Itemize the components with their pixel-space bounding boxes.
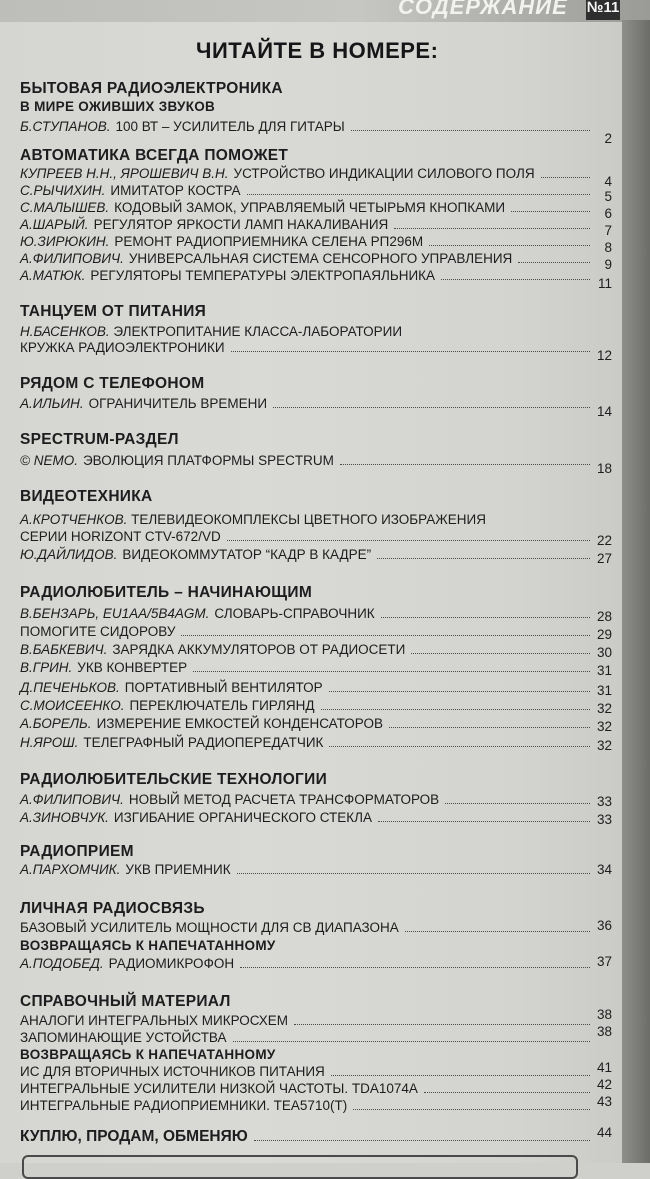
dot-leader: [329, 691, 590, 692]
entry-page: 32: [596, 701, 612, 716]
dot-leader: [441, 279, 590, 280]
toc-entry[interactable]: [20, 735, 612, 753]
toc-entry[interactable]: [20, 1007, 612, 1031]
toc-entry[interactable]: [20, 792, 612, 810]
toc-entry[interactable]: [20, 1094, 612, 1116]
toc-entry[interactable]: [20, 920, 612, 938]
entry-title: СЛОВАРЬ-СПРАВОЧНИК: [214, 606, 375, 621]
toc-entry[interactable]: [20, 1060, 612, 1082]
entry-page: 30: [596, 645, 612, 660]
dot-leader: [405, 931, 590, 932]
section-heading: РАДИОЛЮБИТЕЛЬ – НАЧИНАЮЩИМ: [20, 584, 313, 601]
page-edge: [622, 20, 650, 1163]
toc-entry[interactable]: [20, 396, 612, 419]
toc-entry[interactable]: [20, 251, 612, 272]
entry-author: А.ПАРХОМЧИК.: [20, 862, 121, 877]
entry-title-cont: КРУЖКА РАДИОЭЛЕКТРОНИКИ: [20, 340, 225, 355]
dot-leader: [254, 1140, 590, 1141]
toc-entry[interactable]: [20, 529, 612, 547]
dot-leader: [445, 803, 590, 804]
dot-leader: [518, 262, 590, 263]
section-heading: КУПЛЮ, ПРОДАМ, ОБМЕНЯЮ: [20, 1128, 248, 1145]
section-heading: РАДИОЛЮБИТЕЛЬСКИЕ ТЕХНОЛОГИИ: [20, 771, 328, 788]
section-heading: АВТОМАТИКА ВСЕГДА ПОМОЖЕТ: [20, 147, 289, 164]
entry-title: ИМИТАТОР КОСТРА: [110, 183, 241, 198]
toc-entry[interactable]: [20, 810, 612, 828]
toc-entry[interactable]: [20, 340, 612, 363]
entry-author: С.РЫЧИХИН.: [20, 183, 106, 198]
entry-title: ТЕЛЕГРАФНЫЙ РАДИОПЕРЕДАТЧИК: [83, 735, 324, 750]
entry-page: 42: [596, 1077, 612, 1092]
entry-author: © NEMO.: [20, 453, 78, 468]
entry-page: 22: [596, 533, 612, 548]
entry-page: 38: [596, 1007, 612, 1022]
toc-entry[interactable]: [20, 547, 612, 565]
entry-page: 28: [596, 609, 612, 624]
entry-title-cont: СЕРИИ HORIZONT CTV-672/VD: [20, 529, 221, 544]
subsection-heading: В МИРЕ ОЖИВШИХ ЗВУКОВ: [20, 99, 216, 114]
entry-page: 38: [596, 1024, 612, 1039]
toc-entry[interactable]: [20, 119, 612, 146]
toc-entry[interactable]: [20, 624, 612, 642]
entry-page: 6: [604, 206, 612, 221]
entry-author: Ю.ЗИРЮКИН.: [20, 234, 110, 249]
subsection-heading: ВОЗВРАЩАЯСЬ К НАПЕЧАТАННОМУ: [20, 938, 276, 953]
entry-title: АНАЛОГИ ИНТЕГРАЛЬНЫХ МИКРОСХЕМ: [20, 1013, 289, 1028]
entry-title: ИС ДЛЯ ВТОРИЧНЫХ ИСТОЧНИКОВ ПИТАНИЯ: [20, 1064, 325, 1079]
subsection-heading: ВОЗВРАЩАЯСЬ К НАПЕЧАТАННОМУ: [20, 1047, 276, 1062]
toc-entry[interactable]: [20, 716, 612, 734]
entry-author: Б.СТУПАНОВ.: [20, 119, 111, 134]
section-heading: РЯДОМ С ТЕЛЕФОНОМ: [20, 375, 205, 392]
entry-page: 8: [604, 240, 612, 255]
entry-page: 12: [596, 348, 612, 363]
entry-page: 44: [596, 1125, 612, 1140]
entry-page: 37: [596, 954, 612, 969]
dot-leader: [424, 1092, 590, 1093]
entry-title: ПОРТАТИВНЫЙ ВЕНТИЛЯТОР: [124, 680, 323, 695]
section-heading: БЫТОВАЯ РАДИОЭЛЕКТРОНИКА: [20, 80, 283, 97]
dot-leader: [227, 540, 590, 541]
dot-leader: [247, 194, 590, 195]
toc-entry[interactable]: [20, 862, 612, 880]
toc-entry[interactable]: [20, 642, 612, 660]
entry-author: В.БАБКЕВИЧ.: [20, 642, 108, 657]
entry-author: А.ФИЛИПОВИЧ.: [20, 792, 124, 807]
entry-title: УСТРОЙСТВО ИНДИКАЦИИ СИЛОВОГО ПОЛЯ: [233, 166, 535, 181]
entry-page: 31: [596, 683, 612, 698]
dot-leader: [351, 130, 590, 131]
entry-author: А.ЗИНОВЧУК.: [20, 810, 109, 825]
entry-author: А.БОРЕЛЬ.: [20, 716, 92, 731]
entry-title: ТЕЛЕВИДЕОКОМПЛЕКСЫ ЦВЕТНОГО ИЗОБРАЖЕНИЯ: [131, 512, 486, 527]
entry-title: КОДОВЫЙ ЗАМОК, УПРАВЛЯЕМЫЙ ЧЕТЫРЬМЯ КНОПКАМИ: [114, 200, 506, 215]
dot-leader: [329, 746, 590, 747]
section-heading: SPECTRUM-РАЗДЕЛ: [20, 431, 179, 448]
dot-leader: [231, 351, 590, 352]
toc-entry-line1[interactable]: [20, 324, 402, 339]
bottom-frame: [22, 1155, 578, 1179]
entry-title: 100 ВТ – УСИЛИТЕЛЬ ДЛЯ ГИТАРЫ: [115, 119, 345, 134]
toc-entry[interactable]: [20, 660, 612, 678]
dot-leader: [411, 653, 590, 654]
toc-entry[interactable]: [20, 217, 612, 238]
toc-entry[interactable]: [20, 268, 612, 291]
entry-page: 18: [596, 461, 612, 476]
entry-author: В.БЕНЗАРЬ, EU1AA/5B4AGM.: [20, 606, 210, 621]
entry-title: ЭЛЕКТРОПИТАНИЕ КЛАССА-ЛАБОРАТОРИИ: [113, 324, 403, 339]
entry-page: 29: [596, 627, 612, 642]
entry-author: Д.ПЕЧЕНЬКОВ.: [20, 680, 120, 695]
entry-author: С.МОИСЕЕНКО.: [20, 698, 125, 713]
entry-page: 33: [596, 794, 612, 809]
dot-leader: [294, 1024, 590, 1025]
entry-author: В.ГРИН.: [20, 660, 73, 675]
entry-page: 5: [604, 189, 612, 204]
entry-author: А.ШАРЫЙ.: [20, 217, 89, 232]
entry-page: 41: [596, 1060, 612, 1075]
toc-entry[interactable]: [20, 1024, 612, 1048]
entry-page: 14: [596, 404, 612, 419]
dot-leader: [381, 617, 590, 618]
section-heading: ВИДЕОТЕХНИКА: [20, 488, 153, 505]
entry-page: 33: [596, 812, 612, 827]
entry-title: ЭВОЛЮЦИЯ ПЛАТФОРМЫ SPECTRUM: [82, 453, 334, 468]
entry-author: Ю.ДАЙЛИДОВ.: [20, 547, 118, 562]
toc-entry[interactable]: [20, 1077, 612, 1099]
dot-leader: [353, 1109, 590, 1110]
entry-author: Н.БАСЕНКОВ.: [20, 324, 110, 339]
dot-leader: [240, 967, 590, 968]
entry-author: А.ИЛЬИН.: [20, 396, 84, 411]
entry-page: 7: [604, 223, 612, 238]
entry-author: А.МАТЮК.: [20, 268, 86, 283]
entry-page: 2: [604, 131, 612, 146]
entry-page: 43: [596, 1094, 612, 1109]
entry-author: А.ПОДОБЕД.: [20, 956, 104, 971]
entry-title: ПЕРЕКЛЮЧАТЕЛЬ ГИРЛЯНД: [129, 698, 315, 713]
entry-page: 27: [596, 551, 612, 566]
entry-page: 9: [604, 257, 612, 272]
toc-entry[interactable]: [20, 200, 612, 221]
section-title: СОДЕРЖАНИЕ: [398, 0, 568, 19]
entry-page: 4: [604, 174, 612, 189]
entry-title: УНИВЕРСАЛЬНАЯ СИСТЕМА СЕНСОРНОГО УПРАВЛЕНИЯ: [128, 251, 513, 266]
entry-page: 32: [596, 719, 612, 734]
toc-entry[interactable]: [20, 166, 612, 189]
dot-leader: [331, 1075, 590, 1076]
dot-leader: [394, 228, 590, 229]
section-heading: РАДИОПРИЕМ: [20, 843, 134, 860]
entry-author: Н.ЯРОШ.: [20, 735, 79, 750]
section-heading: ЛИЧНАЯ РАДИОСВЯЗЬ: [20, 900, 205, 917]
entry-title: ИНТЕГРАЛЬНЫЕ РАДИОПРИЕМНИКИ. TEA5710(T): [20, 1098, 348, 1113]
entry-title: РЕМОНТ РАДИОПРИЕМНИКА СЕЛЕНА РП296М: [114, 234, 424, 249]
entry-title: УКВ ПРИЕМНИК: [125, 862, 231, 877]
entry-page: 34: [596, 862, 612, 877]
toc-entry[interactable]: [20, 1125, 612, 1146]
entry-author: А.ФИЛИПОВИЧ.: [20, 251, 124, 266]
entry-page: 31: [596, 663, 612, 678]
entry-author: А.КРОТЧЕНКОВ.: [20, 512, 128, 527]
entry-page: 36: [596, 918, 612, 933]
entry-page: 32: [596, 738, 612, 753]
entry-title: УКВ КОНВЕРТЕР: [77, 660, 188, 675]
entry-title: НОВЫЙ МЕТОД РАСЧЕТА ТРАНСФОРМАТОРОВ: [128, 792, 440, 807]
dot-leader: [389, 727, 590, 728]
section-heading: ТАНЦУЕМ ОТ ПИТАНИЯ: [20, 303, 207, 320]
entry-title: ВИДЕОКОММУТАТОР “КАДР В КАДРЕ”: [122, 547, 372, 562]
entry-page: 11: [597, 276, 612, 291]
toc-entry[interactable]: [20, 698, 612, 716]
entry-author: С.МАЛЫШЕВ.: [20, 200, 110, 215]
toc-entry[interactable]: [20, 606, 612, 624]
dot-leader: [340, 464, 590, 465]
dot-leader: [233, 1041, 591, 1042]
dot-leader: [193, 671, 590, 672]
entry-title: РАДИОМИКРОФОН: [108, 956, 235, 971]
entry-title: ПОМОГИТЕ СИДОРОВУ: [20, 624, 176, 639]
dot-leader: [429, 245, 590, 246]
section-heading: СПРАВОЧНЫЙ МАТЕРИАЛ: [20, 993, 231, 1010]
toc-entry[interactable]: [20, 234, 612, 255]
page-headline: ЧИТАЙТЕ В НОМЕРЕ:: [196, 38, 439, 63]
dot-leader: [181, 635, 590, 636]
issue-badge: №11: [586, 0, 620, 20]
dot-leader: [273, 407, 590, 408]
entry-title: ОГРАНИЧИТЕЛЬ ВРЕМЕНИ: [88, 396, 268, 411]
dot-leader: [237, 873, 590, 874]
dot-leader: [321, 709, 590, 710]
entry-title: РЕГУЛЯТОРЫ ТЕМПЕРАТУРЫ ЭЛЕКТРОПАЯЛЬНИКА: [90, 268, 436, 283]
entry-title: ИНТЕГРАЛЬНЫЕ УСИЛИТЕЛИ НИЗКОЙ ЧАСТОТЫ. TDA1074A: [20, 1081, 418, 1096]
dot-leader: [377, 558, 590, 559]
entry-author: КУПРЕЕВ Н.Н., ЯРОШЕВИЧ В.Н.: [20, 166, 229, 181]
dot-leader: [511, 211, 590, 212]
dot-leader: [541, 177, 590, 178]
entry-title: ЗАРЯДКА АККУМУЛЯТОРОВ ОТ РАДИОСЕТИ: [112, 642, 406, 657]
entry-title: ИЗМЕРЕНИЕ ЕМКОСТЕЙ КОНДЕНСАТОРОВ: [96, 716, 383, 731]
entry-title: ИЗГИБАНИЕ ОРГАНИЧЕСКОГО СТЕКЛА: [113, 810, 372, 825]
dot-leader: [378, 821, 590, 822]
toc-entry[interactable]: [20, 183, 612, 204]
toc-entry-line1[interactable]: [20, 512, 486, 527]
toc-entry[interactable]: [20, 453, 612, 476]
entry-title: ЗАПОМИНАЮЩИЕ УСТОЙСТВА: [20, 1030, 227, 1045]
toc-entry[interactable]: [20, 956, 612, 974]
entry-title: БАЗОВЫЙ УСИЛИТЕЛЬ МОЩНОСТИ ДЛЯ СВ ДИАПАЗОНА: [20, 920, 399, 935]
toc-entry[interactable]: [20, 680, 612, 698]
entry-title: РЕГУЛЯТОР ЯРКОСТИ ЛАМП НАКАЛИВАНИЯ: [93, 217, 389, 232]
